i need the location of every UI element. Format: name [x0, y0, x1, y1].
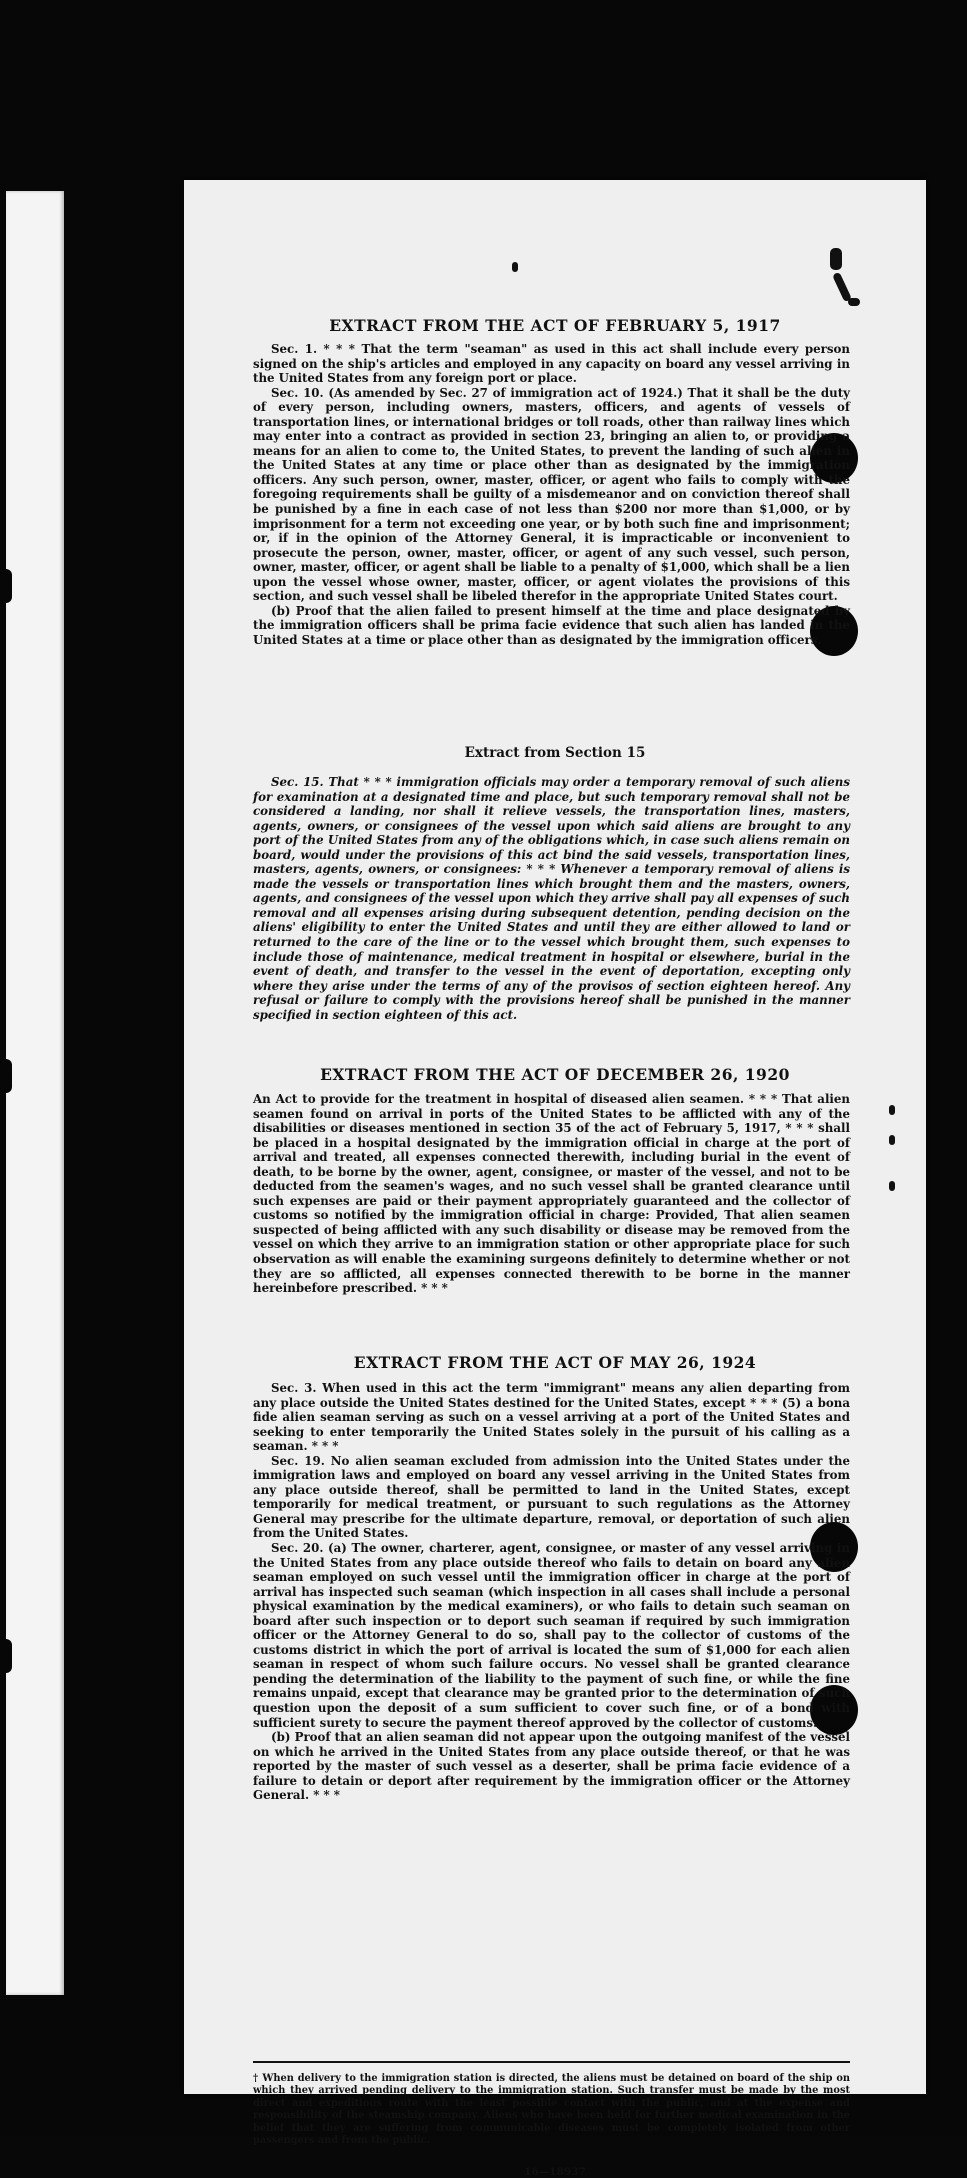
footnote-divider [253, 2061, 850, 2063]
ink-blot [848, 298, 860, 306]
paragraph: (b) Proof that the alien failed to present himself at the time and place designated by the immigration officers shall be prima facie evidence that such alien has landed in the United States at a time or place other than as designated by the immigration officers. [253, 603, 850, 647]
footnote: † When delivery to the immigration station is directed, the aliens must be detained on board of the ship on which they arrived pending delivery to the immigration station. Such transfer must be made by the most direct and expeditious route with the least possible contact with the public, and at the expense and responsibility of the steamship company. Aliens who have been held for further medical examination in the belief that they are suffering from communicable diseases must be completely isolated from other passengers and from the public. [253, 2073, 850, 2147]
paragraph: (b) Proof that an alien seaman did not appear upon the outgoing manifest of the vessel on which he arrived in the United States from any place outside thereof, or that he was reported by the master of such vessel as a deserter, shall be prima facie evidence of a failure to detain or deport after requirement by the immigration officer or the Attorney General. * * * [253, 1730, 850, 1803]
paragraph: Sec. 1. * * * That the term "seaman" as used in this act shall include every person signed on the ship's articles and employed in any capacity on board any vessel arriving in the United States from any foreign port or place. [253, 342, 850, 386]
section-title: EXTRACT FROM THE ACT OF MAY 26, 1924 [353, 1353, 757, 1372]
section-body-feb1917 [253, 342, 850, 647]
document-page [184, 180, 926, 2178]
paragraph: Sec. 15. That * * * immigration officials may order a temporary removal of such aliens for examination at a designated time and place, but such temporary removal shall not be considered a landing, nor shall it relieve vessels, the transportation lines, masters, agents, owners, or consignees of the vessel upon which said aliens are brought to any port of the United States from any of the obligations which, in case such aliens remain on board, would under the provisions of this act bind the said vessels, transportation lines, masters, agents, owners, or consignees: * * * Whenever a temporary removal of aliens is made the vessels or transportation lines which brought them and the masters, owners, agents, and consignees of the vessel upon which they arrive shall pay all expenses of such removal and all expenses arising during subsequent detention, pending decision on the aliens' eligibility to enter the United States and until they are either allowed to land or returned to the care of the line or to the vessel which brought them, such expenses to include those of maintenance, medical treatment in hospital or elsewhere, burial in the event of death, and transfer to the vessel in the event of deportation, excepting only where they arise under the terms of any of the provisos of section eighteen hereof. Any refusal or failure to comply with the provisions hereof shall be punished in the manner specified in section eighteen of this act. [253, 775, 850, 1022]
section-body-sec15 [253, 775, 850, 1022]
ink-speck [512, 262, 518, 272]
paragraph: Sec. 3. When used in this act the term "immigrant" means any alien departing from any place outside the United States destined for the United States, except * * * (5) a bona fide alien seaman serving as such on a vessel arriving at a port of the United States and seeking to enter temporarily the United States solely in the pursuit of his calling as a seaman. * * * [253, 1381, 850, 1454]
ink-speck [889, 1181, 895, 1191]
section-title: EXTRACT FROM THE ACT OF DECEMBER 26, 1920 [320, 1065, 790, 1084]
adjacent-page-edge [6, 191, 64, 1995]
section-title: EXTRACT FROM THE ACT OF FEBRUARY 5, 1917 [329, 316, 781, 335]
section-body-may1924 [253, 1381, 850, 1803]
section-title: Extract from Section 15 [464, 745, 646, 761]
punch-hole [0, 1639, 12, 1673]
ink-blot [830, 248, 842, 270]
paragraph: An Act to provide for the treatment in hospital of diseased alien seamen. * * * That alien seamen found on arrival in ports of the United States to be afflicted with any of the disabilities or diseases mentioned in section 35 of the act of February 5, 1917, * * * shall be placed in a hospital designated by the immigration official in charge at the port of arrival and treated, all expenses connected therewith, including burial in the event of death, to be borne by the owner, agent, consignee, or master of the vessel, and not to be deducted from the seamen's wages, and no such vessel shall be granted clearance until such expenses are paid or their payment appropriately guaranteed and the collector of customs so notified by the immigration official in charge: Provided, That alien seamen suspected of being afflicted with any such disability or disease may be removed from the vessel on which they arrive to an immigration station or other appropriate place for such observation as will enable the examining surgeons definitely to determine whether or not they are so afflicted, all expenses connected therewith to be borne in the manner hereinbefore prescribed. * * * [253, 1092, 850, 1296]
paragraph: Sec. 19. No alien seaman excluded from admission into the United States under the immigration laws and employed on board any vessel arriving in the United States from any place outside thereof, shall be permitted to land in the United States, except temporarily for medical treatment, or pursuant to such regulations as the Attorney General may prescribe for the ultimate departure, removal, or deportation of such alien from the United States. [253, 1453, 850, 1541]
ink-speck [889, 1135, 895, 1145]
punch-hole [0, 569, 12, 603]
ink-speck [889, 1105, 895, 1115]
form-number: 16—18937 [524, 2166, 586, 2178]
section-body-dec1920 [253, 1092, 850, 1296]
punch-hole [0, 1059, 12, 1093]
paragraph: Sec. 10. (As amended by Sec. 27 of immigration act of 1924.) That it shall be the duty of every person, including owners, masters, officers, and agents of vessels of transportation lines, or international bridges or toll roads, other than railway lines which may enter into a contract as provided in section 23, bringing an alien to, or providing a means for an alien to come to, the United States, to prevent the landing of such alien in the United States at any time or place other than as designated by the immigration officers. Any such person, owner, master, officer, or agent who fails to comply with the foregoing requirements shall be guilty of a misdemeanor and on conviction thereof shall be punished by a fine in each case of not less than $200 nor more than $1,000, or by imprisonment for a term not exceeding one year, or by both such fine and imprisonment; or, if in the opinion of the Attorney General, it is impracticable or inconvenient to prosecute the person, owner, master, officer, or agent of any such vessel, such person, owner, master, officer, or agent shall be liable to a penalty of $1,000, which shall be a lien upon the vessel whose owner, master, officer, or agent violates the provisions of this section, and such vessel shall be libeled therefor in the appropriate United States court. [253, 385, 850, 604]
paragraph: Sec. 20. (a) The owner, charterer, agent, consignee, or master of any vessel arriving in the United States from any place outside thereof who fails to detain on board any alien seaman employed on such vessel until the immigration officer in charge at the port of arrival has inspected such seaman (which inspection in all cases shall include a personal physical examination by the medical examiners), or who fails to detain such seaman on board after such inspection or to deport such seaman if required by such immigration officer or the Attorney General to do so, shall pay to the collector of customs of the customs district in which the port of arrival is located the sum of $1,000 for each alien seaman in respect of whom such failure occurs. No vessel shall be granted clearance pending the determination of the liability to the payment of such fine, or while the fine remains unpaid, except that clearance may be granted prior to the determination of such question upon the deposit of a sum sufficient to cover such fine, or of a bond with sufficient surety to secure the payment thereof approved by the collector of customs. [253, 1541, 850, 1730]
